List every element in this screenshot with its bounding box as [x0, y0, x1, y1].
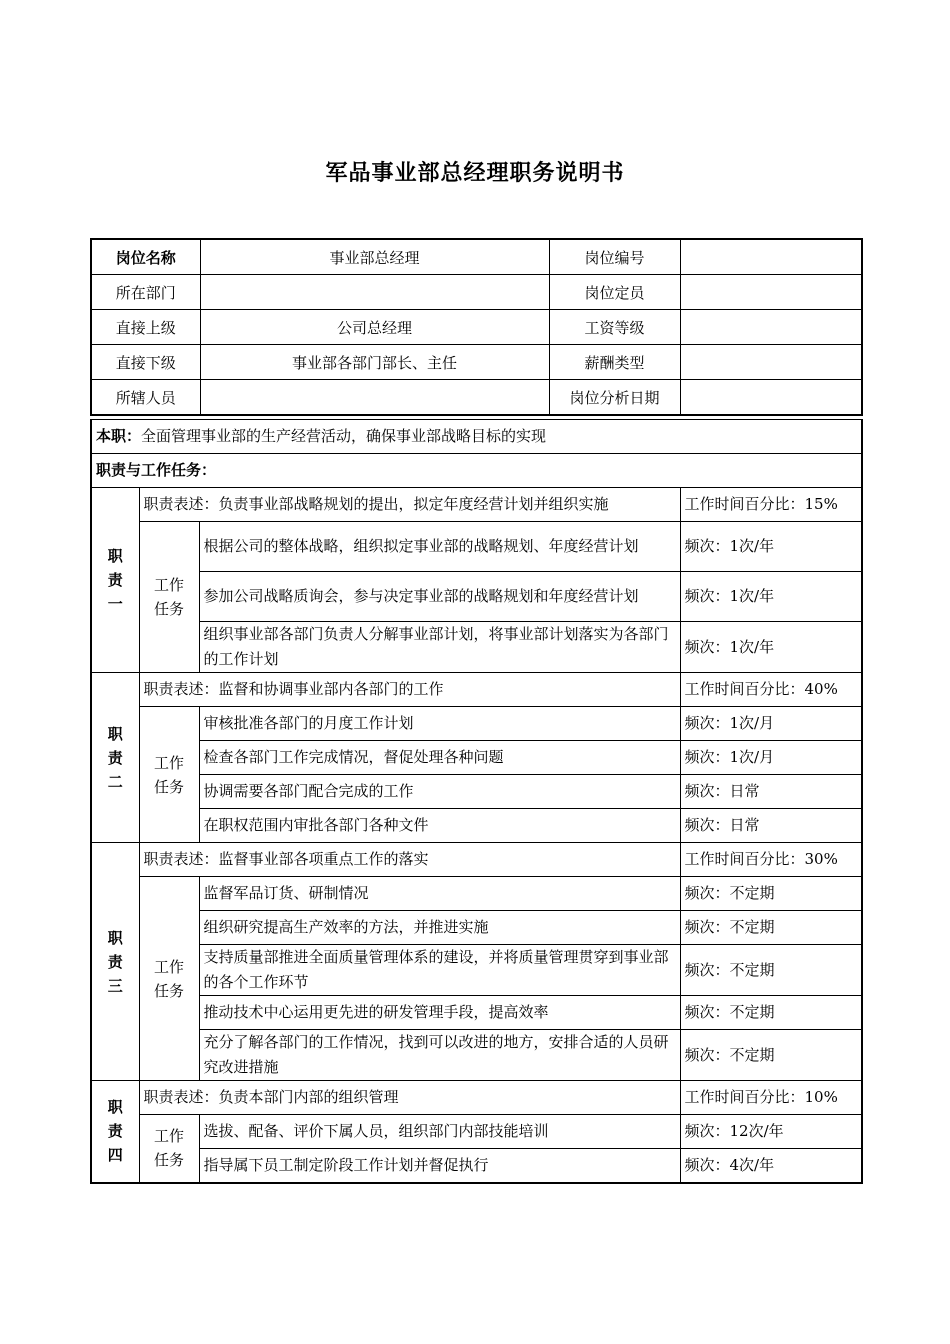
task-frequency: 频次：4次/年: [680, 1149, 862, 1183]
info-value: [200, 380, 549, 416]
duty-time-percent: 工作时间百分比：40%: [680, 673, 862, 707]
task-item: 支持质量部推进全面质量管理体系的建设，并将质量管理贯穿到事业部的各个工作环节: [199, 945, 680, 996]
duties-table: [90, 419, 863, 1184]
summary-text: 全面管理事业部的生产经营活动，确保事业部战略目标的实现: [141, 427, 547, 445]
task-label: 工作 任务: [139, 522, 199, 673]
duties-header: 职责与工作任务：: [91, 454, 862, 488]
task-frequency: 频次：不定期: [680, 1030, 862, 1081]
duty-time-percent: 工作时间百分比：15%: [680, 488, 862, 522]
duty-label: 职 责 一: [91, 488, 139, 673]
duty-description: 职责表述：负责事业部战略规划的提出，拟定年度经营计划并组织实施: [139, 488, 680, 522]
position-info-table: [90, 238, 863, 416]
duty-description: 职责表述：监督和协调事业部内各部门的工作: [139, 673, 680, 707]
duty-time-percent: 工作时间百分比：30%: [680, 843, 862, 877]
info-label: 直接下级: [91, 345, 200, 380]
task-frequency: 频次：不定期: [680, 945, 862, 996]
info-label: 工资等级: [549, 310, 680, 345]
duty-description: 职责表述：负责本部门内部的组织管理: [139, 1081, 680, 1115]
task-frequency: 频次：1次/年: [680, 572, 862, 622]
task-frequency: 频次：不定期: [680, 996, 862, 1030]
info-value: [680, 380, 862, 416]
duty-time-percent: 工作时间百分比：10%: [680, 1081, 862, 1115]
task-label: 工作 任务: [139, 707, 199, 843]
task-label: 工作 任务: [139, 1115, 199, 1183]
task-item: 检查各部门工作完成情况，督促处理各种问题: [199, 741, 680, 775]
info-label: 岗位编号: [549, 239, 680, 275]
info-label: 岗位分析日期: [549, 380, 680, 416]
info-value: 事业部总经理: [200, 239, 549, 275]
task-frequency: 频次：12次/年: [680, 1115, 862, 1149]
info-label: 薪酬类型: [549, 345, 680, 380]
task-item: 组织事业部各部门负责人分解事业部计划，将事业部计划落实为各部门的工作计划: [199, 622, 680, 673]
info-label: 岗位名称: [91, 239, 200, 275]
task-frequency: 频次：1次/年: [680, 622, 862, 673]
task-item: 根据公司的整体战略，组织拟定事业部的战略规划、年度经营计划: [199, 522, 680, 572]
duty-label: 职 责 二: [91, 673, 139, 843]
info-label: 所辖人员: [91, 380, 200, 416]
info-value: 事业部各部门部长、主任: [200, 345, 549, 380]
page-title: 军品事业部总经理职务说明书: [325, 161, 625, 186]
task-item: 推动技术中心运用更先进的研发管理手段，提高效率: [199, 996, 680, 1030]
info-label: 直接上级: [91, 310, 200, 345]
info-label: 岗位定员: [549, 275, 680, 310]
task-frequency: 频次：日常: [680, 775, 862, 809]
info-value: 公司总经理: [200, 310, 549, 345]
task-item: 指导属下员工制定阶段工作计划并督促执行: [199, 1149, 680, 1183]
task-item: 协调需要各部门配合完成的工作: [199, 775, 680, 809]
task-frequency: 频次：1次/年: [680, 522, 862, 572]
task-item: 选拔、配备、评价下属人员，组织部门内部技能培训: [199, 1115, 680, 1149]
task-item: 审核批准各部门的月度工作计划: [199, 707, 680, 741]
info-value: [680, 275, 862, 310]
task-item: 监督军品订货、研制情况: [199, 877, 680, 911]
duty-label: 职 责 四: [91, 1081, 139, 1183]
task-frequency: 频次：1次/月: [680, 741, 862, 775]
info-value: [200, 275, 549, 310]
duty-label: 职 责 三: [91, 843, 139, 1081]
task-item: 在职权范围内审批各部门各种文件: [199, 809, 680, 843]
info-value: [680, 239, 862, 275]
task-frequency: 频次：不定期: [680, 911, 862, 945]
summary-label: 本职：: [96, 427, 142, 445]
task-label: 工作 任务: [139, 877, 199, 1081]
task-item: 参加公司战略质询会，参与决定事业部的战略规划和年度经营计划: [199, 572, 680, 622]
task-frequency: 频次：1次/月: [680, 707, 862, 741]
info-value: [680, 310, 862, 345]
duty-description: 职责表述：监督事业部各项重点工作的落实: [139, 843, 680, 877]
info-value: [680, 345, 862, 380]
task-frequency: 频次：日常: [680, 809, 862, 843]
job-summary: [91, 420, 862, 454]
task-frequency: 频次：不定期: [680, 877, 862, 911]
info-label: 所在部门: [91, 275, 200, 310]
task-item: 充分了解各部门的工作情况，找到可以改进的地方，安排合适的人员研究改进措施: [199, 1030, 680, 1081]
task-item: 组织研究提高生产效率的方法，并推进实施: [199, 911, 680, 945]
